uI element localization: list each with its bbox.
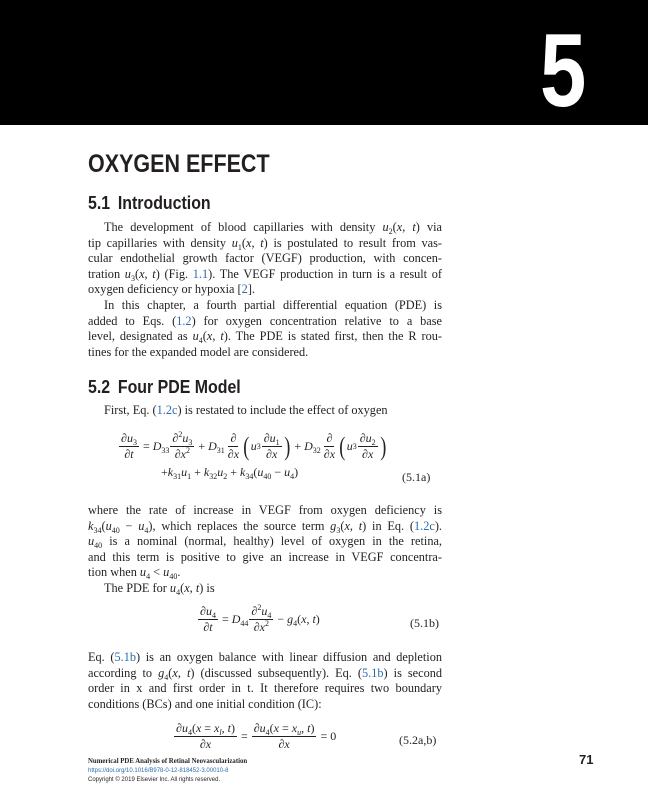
equation-label: (5.1a) <box>402 470 431 484</box>
text-line: added to Eqs. (1.2) for oxygen concentration relative to a base <box>88 313 443 328</box>
equation-label: (5.2a,b) <box>399 733 437 747</box>
section-heading-model <box>88 376 241 398</box>
text-line: Eq. (5.1b) is an oxygen balance with linear diffusion and depletion <box>88 650 442 664</box>
equation-link[interactable]: 1.2c <box>413 518 435 533</box>
text-line: oxygen deficiency or hypoxia [2]. <box>88 282 255 297</box>
page-number: 71 <box>579 752 594 767</box>
equation-link[interactable]: 5.1b <box>362 665 384 680</box>
section-number: 5.1 <box>88 192 111 213</box>
equation-5-2ab: $\frac{\partial u_4(x = x_l, t)}{\partial x}$ = $\frac{\partial u_4(x = x_u, t)}{\partial x}$ = 0 <box>176 721 337 751</box>
text-line: The development of blood capillaries with density $u_2(x$, t) via <box>104 220 442 236</box>
reference-link[interactable]: 2 <box>241 282 248 297</box>
text-line: cular endothelial growth factor (VEGF) production, with concen- <box>88 251 442 266</box>
text-line: where the rate of increase in VEGF from oxygen deficiency is <box>88 503 442 517</box>
text-line: conditions (BCs) and one initial condition (IC): <box>88 696 322 711</box>
equation-5-1a: $\frac{\partial u_3}{\partial t}$ = $D_{33}$ $\frac{\partial^2u_3}{\partial x^2}$ + $D_{31}$ $\frac{\partial}{\partial x}$ ( u 3 $\frac{\partial u_1}{\partial x}$ ) + $D_{32}$ $\frac{\partial}{\partial x}$ ( u 3 $\frac{\partial u_2}{\partial x}$ ) $+k_{31}u_1 + k_{32}u_2 + k_{34}(u_{40} - u_4)$ <box>121 430 387 481</box>
text-line: tion when $u_4 < u_{40}$. <box>88 565 181 582</box>
text-line: $u_{40}$ is a nominal (normal, healthy) level of oxygen in the retina, <box>88 534 442 551</box>
text-line: tip capillaries with density $u_1(x$, t) is postulated to result from vas- <box>88 235 442 252</box>
text-line: $k_{34}(u_{40} - u_4)$, which replaces the source term $g_3(x$, t) in Eq. (1.2c). <box>88 518 442 535</box>
model-lead <box>88 403 442 419</box>
doi-link[interactable]: https://doi.org/10.1016/B978-0-12-818452-3.00010-8 <box>88 768 229 774</box>
text-line: In this chapter, a fourth partial differential equation (PDE) is <box>104 297 442 312</box>
model-where-paragraph <box>88 503 442 597</box>
text-line: tines for the expanded model are considered. <box>88 344 309 359</box>
equation-link[interactable]: 1.2c <box>156 403 178 417</box>
section-title: Introduction <box>117 192 211 213</box>
copyright: Copyright © 2019 Elsevier Inc. All rights reserved. <box>88 777 221 783</box>
chapter-number: 5 <box>540 13 585 129</box>
equation-link[interactable]: 1.2 <box>176 313 192 328</box>
section-title: Four PDE Model <box>117 376 241 397</box>
text-line: level, designated as $u_4(x$, t). The PDE is stated first, then the R rou- <box>88 329 442 346</box>
equation-link[interactable]: 5.1b <box>114 650 137 664</box>
text-line: order in x and first order in t. It therefore requires two boundary <box>88 681 442 696</box>
book-title: Numerical PDE Analysis of Retinal Neovascularization <box>88 758 248 765</box>
intro-paragraphs <box>88 220 442 360</box>
text-line: The PDE for $u_4(x$, t) is <box>104 580 215 597</box>
text-line: tration $u_3(x$, t) (Fig. 1.1). The VEGF production in turn is a result of <box>88 266 443 283</box>
figure-link[interactable]: 1.1 <box>192 266 209 281</box>
equation-label: (5.1b) <box>410 616 439 630</box>
section-heading-intro <box>88 192 211 214</box>
text-line: according to $g_4(x$, t) (discussed subsequently). Eq. (5.1b) is second <box>88 665 443 682</box>
section-number: 5.2 <box>88 376 111 397</box>
chapter-banner <box>0 0 648 129</box>
equation-5-1b: $\frac{\partial u_4}{\partial t}$ = $D_{44}$ $\frac{\partial^2u_4}{\partial x^2}$ − $g_4(x$, t) <box>200 603 320 634</box>
text-line: and this term is positive to give an increase in VEGF concentra- <box>88 549 442 564</box>
text-line: First, Eq. (1.2c) is restated to include the effect of oxygen <box>104 403 388 417</box>
model-balance-paragraph <box>88 650 442 712</box>
chapter-title: OXYGEN EFFECT <box>88 150 270 178</box>
